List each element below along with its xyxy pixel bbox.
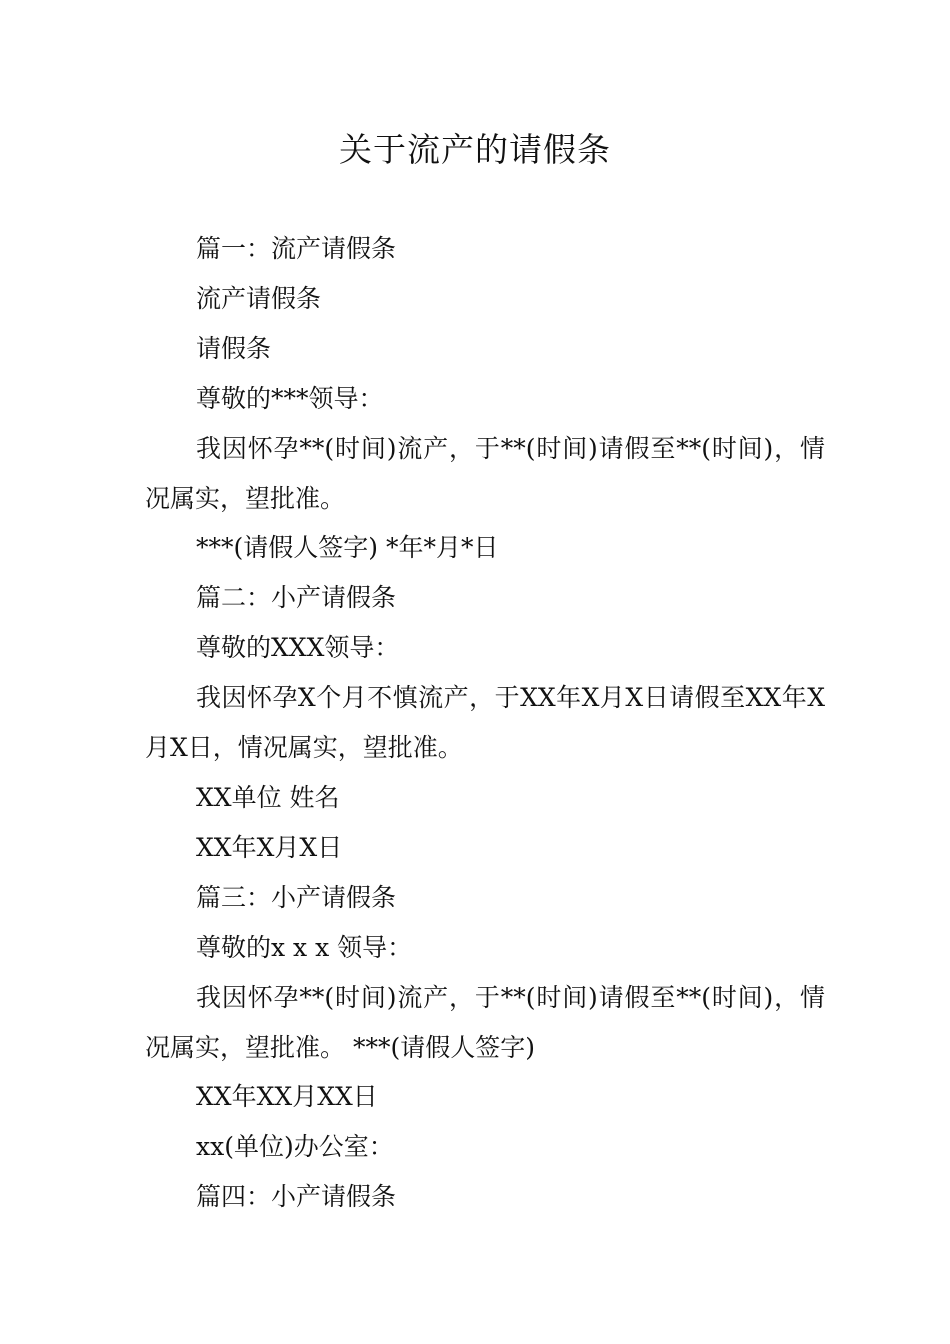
salutation: 尊敬的XXX领导：: [196, 633, 400, 663]
document-body: [145, 224, 825, 1222]
salutation: 尊敬的x x x 领导：: [196, 932, 413, 962]
section-heading-2: 篇二：小产请假条: [196, 583, 397, 613]
salutation: xx(单位)办公室：: [196, 1132, 394, 1162]
paragraph: 我因怀孕**(时间)流产，于**(时间)请假至**(时间)，情况属实，望批准。 ***(请假人签字): [145, 982, 825, 1062]
paragraph: 我因怀孕X个月不慎流产，于XX年X月X日请假至XX年X月X日，情况属实，望批准。: [145, 683, 825, 763]
document-title: 关于流产的请假条: [339, 130, 611, 169]
section-heading-1: 篇一：流产请假条: [196, 234, 397, 263]
paragraph: 请假条: [196, 333, 272, 363]
paragraph: 流产请假条: [196, 283, 322, 313]
date-line: XX年X月X日: [196, 832, 343, 862]
date-line: XX年XX月XX日: [196, 1082, 378, 1112]
signature-line: XX单位 姓名: [196, 782, 340, 812]
section-heading-3: 篇三：小产请假条: [196, 882, 397, 912]
salutation: 尊敬的***领导：: [196, 383, 384, 413]
paragraph: 我因怀孕**(时间)流产，于**(时间)请假至**(时间)，情况属实，望批准。: [145, 433, 825, 513]
signature-line: ***(请假人签字) *年*月*日: [196, 533, 499, 563]
section-heading-4: 篇四：小产请假条: [196, 1182, 397, 1212]
